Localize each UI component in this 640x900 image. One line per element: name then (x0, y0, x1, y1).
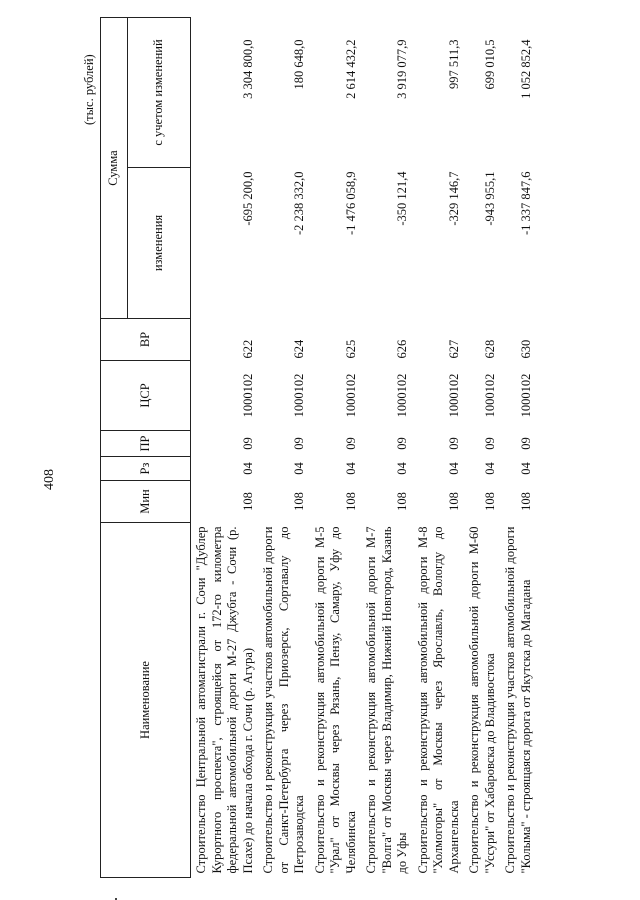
header-rz: Рз (101, 457, 191, 481)
table-row (310, 18, 362, 878)
row-pr: 09 (446, 437, 461, 450)
row-change: -329 146,7 (446, 171, 461, 226)
row-vr: 624 (292, 339, 306, 359)
row-csr: 1000102 (395, 373, 409, 418)
row-total: 699 010,5 (482, 39, 497, 90)
row-change: -1 476 058,9 (343, 171, 358, 236)
row-csr: 1000102 (292, 373, 306, 418)
row-total: 3 304 800,0 (240, 39, 255, 99)
row-total: 2 614 432,2 (343, 39, 358, 99)
header-with-change: с учетом изменений (128, 18, 191, 168)
row-csr: 1000102 (343, 373, 358, 418)
row-name: Строительство и реконструкция участков автомобильной дороги от Санкт-Петербурга через Приозерск, Сортавалу до Петрозаводска (261, 526, 306, 874)
row-rz: 04 (518, 462, 533, 475)
row-min: 108 (343, 492, 358, 511)
table-row (258, 18, 310, 878)
row-name: Строительство и реконструкция автомобильной дороги М-5 "Урал" от Москвы через Рязань, Пензу, Самару, Уфу до Челябинска (312, 526, 358, 874)
table-row (191, 18, 259, 878)
header-min: Мин (101, 481, 191, 523)
row-pr: 09 (395, 437, 409, 450)
row-csr: 1000102 (518, 373, 533, 418)
header-sum: Сумма (101, 18, 128, 319)
row-vr: 626 (395, 339, 409, 359)
units-note: (тыс. рублей) (82, 54, 96, 125)
row-pr: 09 (292, 437, 306, 450)
row-name: Строительство Центральной автомагистрали г. Сочи "Дублер Курортного проспекта", строящейся от 172-го километра федеральной автомобильной дороги М-27 Джубга - Сочи (р. Псахе) до начала обхода г. Сочи (р. Агура) (194, 526, 255, 874)
header-csr: ЦСР (101, 361, 191, 431)
row-rz: 04 (292, 462, 306, 475)
row-vr: 628 (482, 339, 497, 359)
row-csr: 1000102 (482, 373, 497, 418)
row-rz: 04 (343, 462, 358, 475)
row-rz: 04 (482, 462, 497, 475)
row-change: -943 955,1 (482, 171, 497, 226)
budget-table (100, 17, 536, 878)
row-min: 108 (446, 492, 461, 511)
row-change: -2 238 332,0 (292, 171, 306, 236)
row-pr: 09 (343, 437, 358, 450)
row-name: Строительство и реконструкция автомобильной дороги М-60 "Уссури" от Хабаровска до Владивостока (467, 526, 497, 874)
row-rz: 04 (446, 462, 461, 475)
row-change: -695 200,0 (240, 171, 255, 226)
header-vr: ВР (101, 319, 191, 361)
row-total: 1 052 852,4 (518, 39, 533, 99)
row-csr: 1000102 (240, 373, 255, 418)
table-row (361, 18, 413, 878)
row-total: 180 648,0 (292, 39, 306, 90)
row-vr: 630 (518, 339, 533, 359)
row-pr: 09 (482, 437, 497, 450)
row-min: 108 (395, 492, 409, 511)
row-name: Строительство и реконструкция автомобильной дороги М-7 "Волга" от Москвы через Владимир, Нижний Новгород, Казань до Уфы (364, 526, 409, 874)
row-change: -350 121,4 (395, 171, 409, 226)
row-total: 3 919 077,9 (395, 39, 409, 99)
row-min: 108 (292, 492, 306, 511)
row-pr: 09 (240, 437, 255, 450)
row-name: Строительство и реконструкция автомобильной дороги М-8 "Холмогоры" от Москвы через Ярославль, Вологду до Архангельска (415, 526, 461, 874)
row-name: Строительство и реконструкция участков автомобильной дороги "Колыма" - строящаяся дорога от Якутска до Магадана (503, 526, 533, 874)
page-number: 408 (42, 469, 57, 490)
row-vr: 625 (343, 339, 358, 359)
table-row (464, 18, 500, 878)
header-change: изменения (128, 168, 191, 319)
row-vr: 627 (446, 339, 461, 359)
row-vr: 622 (240, 339, 255, 359)
row-pr: 09 (518, 437, 533, 450)
row-rz: 04 (240, 462, 255, 475)
row-min: 108 (240, 492, 255, 511)
row-min: 108 (482, 492, 497, 511)
row-min: 108 (518, 492, 533, 511)
row-rz: 04 (395, 462, 409, 475)
table-body (191, 18, 537, 878)
row-csr: 1000102 (446, 373, 461, 418)
header-pr: ПР (101, 431, 191, 457)
row-total: 997 511,3 (446, 39, 461, 90)
table-row (413, 18, 465, 878)
row-change: -1 337 847,6 (518, 171, 533, 236)
header-name: Наименование (101, 523, 191, 878)
table-row (500, 18, 536, 878)
